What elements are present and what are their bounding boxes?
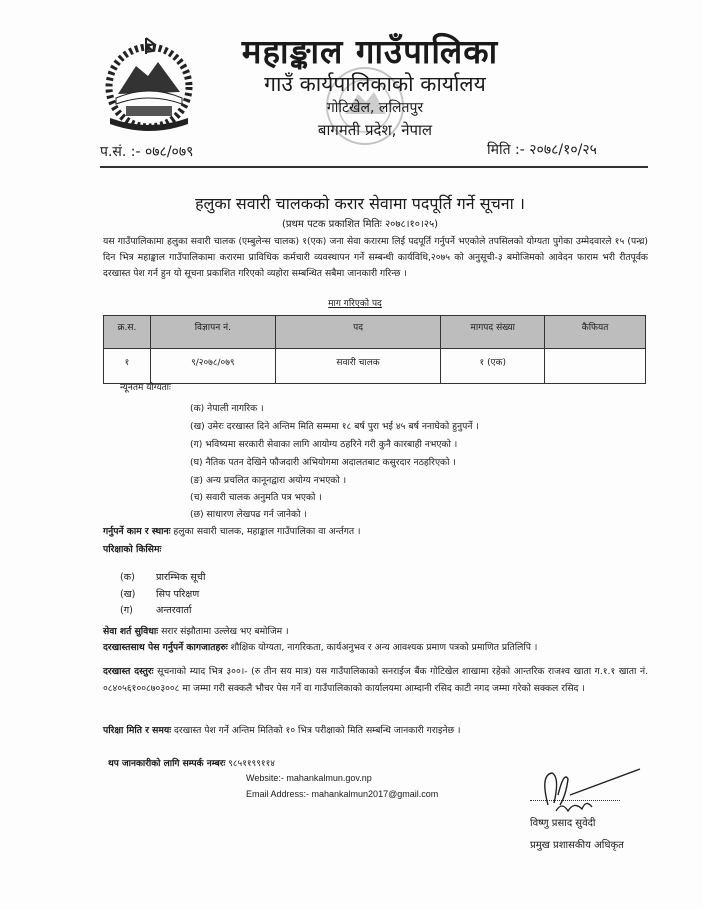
header-divider <box>100 166 648 168</box>
exam-type-item: (क) प्रारम्भिक सूची <box>120 572 206 583</box>
col-position: पद <box>275 316 441 349</box>
qualifications-label: न्यूनतम योग्यताः <box>120 383 171 393</box>
office-location: गोटिखेल, ललितपुर <box>326 100 424 116</box>
col-serial: क्र.स. <box>104 316 151 349</box>
col-ad-number: विज्ञापन नं. <box>150 316 275 349</box>
signatory-role: प्रमुख प्रशासकीय अधिकृत <box>530 840 624 851</box>
application-fee: दरखास्त दस्तुरः सूचनाको म्याद भित्र ३००।- (रु तीन सय मात्र) यस गाउँपालिकाको सनराईज बैंक गोटिखेल शाखामा रहेको आन्तरिक राजश्व खाता ग.१.१ खाता नं. ०८४०५६१००८७०३००८ मा जम्मा गरी सक्कलै भौचर पेस गर्ने वा गाउँपालिकाको कार्यालयमा आम्दानी रसिद काटी नगद जम्मा गरेको सक्कल रसिद । <box>103 666 649 694</box>
letter-date: मिति :- २०७८/१०/२५ <box>487 142 597 158</box>
nepal-emblem-icon <box>96 32 202 138</box>
email-link[interactable]: Email Address:- mahankalmun2017@gmail.com <box>246 789 439 799</box>
qualification-item: (घ) नैतिक पतन देखिने फौजदारी अभियोगमा अदालतबाट कसुरदार नठहरिएको । <box>190 457 456 468</box>
cell-remarks <box>545 349 646 384</box>
work-value: हलुका सवारी चालक, महाङ्काल गाउँपालिका वा अर्न्तगत । <box>173 526 361 537</box>
qualification-item: (ग) भविष्यमा सरकारी सेवाका लागि आयोग्य ठहरिने गरी कुनै कारबाही नभएको । <box>190 439 458 450</box>
qualification-item: (क) नेपाली नागरिक । <box>190 403 264 414</box>
table-header-row <box>104 316 646 349</box>
work-label: गर्नुपर्ने काम र स्थानः <box>103 526 171 537</box>
posts-table-title: माग गरिएको पद <box>328 299 382 309</box>
cell-ad-number: ९/२०७८/०७९ <box>150 349 275 384</box>
signatory-name: विष्णु प्रसाद सुवेदी <box>530 818 596 829</box>
notice-body: यस गाउँपालिकामा हलुका सवारी चालक (एम्बुलेन्स चालक) १(एक) जना सेवा करारमा लिई पदपूर्ति गर्नुपर्ने भएकोले तपसिलको योग्यता पुगेका उम्मेदवारले १५ (पन्ध्र) दिन भित्र महाङ्काल गाउँपालिकामा करारमा प्राविधिक कर्मचारी व्यवस्थापन गर्ने सम्बन्धी कार्यविधि,२०७५ को अनुसूची-३ बमोजिमको आवेदन फाराम भरी रीतपूर्वक दरखास्त पेश गर्न हुन यो सूचना प्रकाशित गरिएको व्यहोरा सम्बन्धित सबैमा जानकारी गरिन्छ । <box>103 236 648 279</box>
qualification-item: (छ) साधारण लेखपढ गर्न जानेको । <box>190 509 307 520</box>
exam-type-item: (ख) सिप परिक्षण <box>120 589 200 600</box>
qualification-item: (ख) उमेरः दरखास्त दिने अन्तिम मिति सम्ममा १८ बर्ष पुरा भई ४५ बर्ष ननाघेको हुनुपर्ने । <box>190 421 479 432</box>
reference-number: प.सं. :- ०७८/०७९ <box>100 144 194 160</box>
cell-count: १ (एक) <box>441 349 545 384</box>
cell-position: सवारी चालक <box>275 349 441 384</box>
office-name: गाउँ कार्यपालिकाको कार्यालय <box>264 72 486 96</box>
table-row <box>104 349 646 384</box>
cell-serial: १ <box>104 349 151 384</box>
work-location <box>103 524 361 537</box>
signature-line <box>530 800 620 801</box>
posts-table <box>103 315 646 384</box>
service-terms: सेवा शर्त सुविधाः सरार संझौतामा उल्लेख भए बमोजिम । <box>103 626 289 637</box>
col-remarks: कैफियत <box>545 316 646 349</box>
first-published-date: (प्रथम पटक प्रकाशित मितिः २०७८।१०।२५) <box>281 219 439 230</box>
website-link[interactable]: Website:- mahankalmun.gov.np <box>246 773 372 783</box>
required-documents: दरखास्तसाथ पेस गर्नुपर्ने कागजातहरुः शौक्षिक योग्यता, नागरिकता, कार्यअनुभव र अन्य आवश्यक प्रमाण पत्रको प्रमाणित प्रतिलिपि । <box>103 642 538 653</box>
qualification-item: (च) सवारी चालक अनुमति पत्र भएको । <box>190 492 322 503</box>
col-count: मागपद संख्या <box>441 316 545 349</box>
exam-type-item: (ग) अन्तरवार्ता <box>120 605 192 616</box>
org-name: महाङ्काल गाउँपालिका <box>241 32 499 71</box>
office-province: बागमती प्रदेश, नेपाल <box>317 121 433 139</box>
exam-date: परिक्षा मिति र समयः दरखास्त पेश गर्ने अन्तिम मितिको १० भित्र परीक्षाको मिति सम्बन्धि जानकारी गराइनेछ । <box>103 725 461 736</box>
contact-phone: थप जानकारीको लागि सम्पर्क नम्बरः ९८५११९९११४ <box>108 759 275 769</box>
qualification-item: (ङ) अन्य प्रचलित कानूनद्वारा अयोग्य नभएको । <box>190 475 347 486</box>
exam-types-label: परिक्षाको किसिमः <box>103 544 162 555</box>
notice-title: हलुका सवारी चालकको करार सेवामा पदपूर्ति गर्ने सूचना । <box>195 194 525 213</box>
